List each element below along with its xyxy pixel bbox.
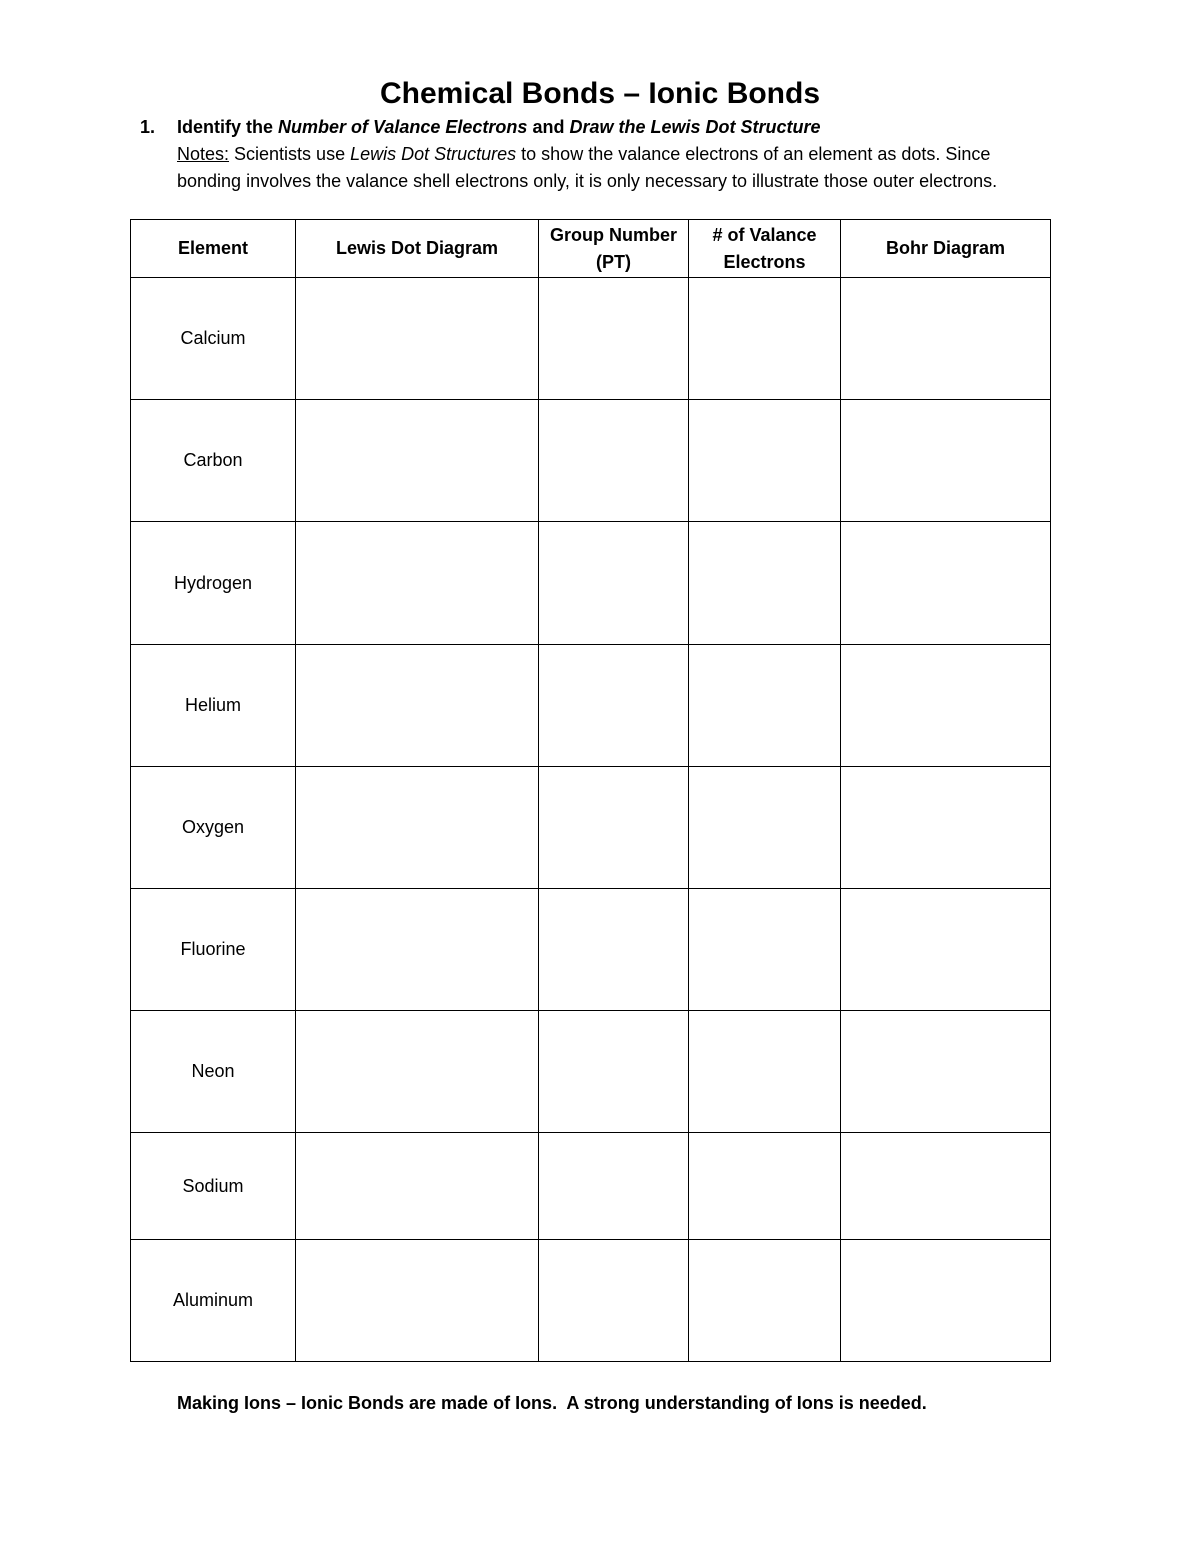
lewis-dot-cell[interactable] <box>296 645 539 767</box>
lewis-dot-cell[interactable] <box>296 522 539 645</box>
group-number-cell[interactable] <box>539 400 689 522</box>
question-notes <box>177 141 1057 195</box>
page-title: Chemical Bonds – Ionic Bonds <box>379 77 821 110</box>
lewis-dot-cell[interactable] <box>296 889 539 1011</box>
question-number: 1. <box>140 117 156 137</box>
element-name-cell: Aluminum <box>131 1240 296 1362</box>
element-name-cell: Helium <box>131 645 296 767</box>
bohr-diagram-cell[interactable] <box>841 278 1051 400</box>
question-block <box>177 114 1057 195</box>
notes-text: Scientists use <box>229 144 351 164</box>
table-row <box>131 400 1051 522</box>
header-valance-electrons: # of Valance Electrons <box>689 220 841 278</box>
heading-part-italic: Number of Valance Electrons <box>278 117 528 137</box>
bohr-diagram-cell[interactable] <box>841 522 1051 645</box>
bohr-diagram-cell[interactable] <box>841 1011 1051 1133</box>
group-number-cell[interactable] <box>539 1011 689 1133</box>
element-name-cell: Neon <box>131 1011 296 1133</box>
heading-part: Identify the <box>177 117 279 137</box>
valance-electrons-cell[interactable] <box>689 767 841 889</box>
table-row <box>131 1133 1051 1240</box>
element-name-cell: Carbon <box>131 400 296 522</box>
bohr-diagram-cell[interactable] <box>841 645 1051 767</box>
question-heading <box>177 114 1057 141</box>
notes-text: to show the valance electrons of an element as dots. Since bonding involves the valance shell electrons only, it is only necessary to illustrate those outer electrons. <box>177 144 998 191</box>
valance-electrons-cell[interactable] <box>689 645 841 767</box>
table-header-row <box>131 220 1051 278</box>
lewis-dot-cell[interactable] <box>296 767 539 889</box>
lewis-dot-cell[interactable] <box>296 1133 539 1240</box>
heading-part-italic: Draw the Lewis Dot Structure <box>569 117 821 137</box>
element-name-cell: Fluorine <box>131 889 296 1011</box>
header-lewis-dot-diagram: Lewis Dot Diagram <box>296 220 539 278</box>
group-number-cell[interactable] <box>539 889 689 1011</box>
bohr-diagram-cell[interactable] <box>841 767 1051 889</box>
element-name-cell: Hydrogen <box>131 522 296 645</box>
bohr-diagram-cell[interactable] <box>841 1133 1051 1240</box>
header-group-number: Group Number (PT) <box>539 220 689 278</box>
valance-electrons-cell[interactable] <box>689 1011 841 1133</box>
table-row <box>131 889 1051 1011</box>
group-number-cell[interactable] <box>539 278 689 400</box>
table-row <box>131 1011 1051 1133</box>
header-element: Element <box>131 220 296 278</box>
element-name-cell: Sodium <box>131 1133 296 1240</box>
table-row <box>131 1240 1051 1362</box>
notes-label: Notes: <box>177 144 230 164</box>
heading-part: and <box>527 117 570 137</box>
element-worksheet-table <box>130 219 1051 1362</box>
table-row <box>131 645 1051 767</box>
element-name-cell: Calcium <box>131 278 296 400</box>
group-number-cell[interactable] <box>539 1133 689 1240</box>
valance-electrons-cell[interactable] <box>689 889 841 1011</box>
lewis-dot-cell[interactable] <box>296 278 539 400</box>
element-name-cell: Oxygen <box>131 767 296 889</box>
valance-electrons-cell[interactable] <box>689 1240 841 1362</box>
valance-electrons-cell[interactable] <box>689 400 841 522</box>
valance-electrons-cell[interactable] <box>689 522 841 645</box>
group-number-cell[interactable] <box>539 522 689 645</box>
group-number-cell[interactable] <box>539 1240 689 1362</box>
table-row <box>131 767 1051 889</box>
group-number-cell[interactable] <box>539 767 689 889</box>
bohr-diagram-cell[interactable] <box>841 1240 1051 1362</box>
bohr-diagram-cell[interactable] <box>841 889 1051 1011</box>
table-row <box>131 278 1051 400</box>
lewis-dot-cell[interactable] <box>296 400 539 522</box>
valance-electrons-cell[interactable] <box>689 1133 841 1240</box>
table-row <box>131 522 1051 645</box>
bohr-diagram-cell[interactable] <box>841 400 1051 522</box>
header-bohr-diagram: Bohr Diagram <box>841 220 1051 278</box>
group-number-cell[interactable] <box>539 645 689 767</box>
lewis-dot-cell[interactable] <box>296 1011 539 1133</box>
lewis-dot-cell[interactable] <box>296 1240 539 1362</box>
notes-text-italic: Lewis Dot Structures <box>350 144 517 164</box>
valance-electrons-cell[interactable] <box>689 278 841 400</box>
ions-section-heading: Making Ions – Ionic Bonds are made of Ions. A strong understanding of Ions is needed. <box>177 1393 927 1413</box>
